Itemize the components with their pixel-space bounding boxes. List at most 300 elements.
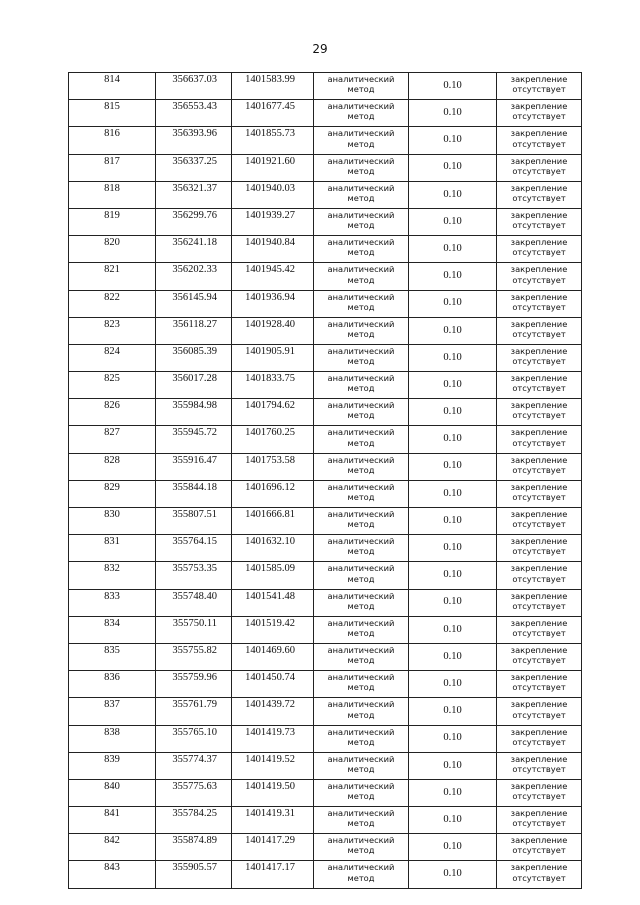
point-number-cell: 838	[69, 725, 156, 752]
fixing-line-1: закрепление	[510, 808, 568, 819]
method-line-1: аналитический	[327, 808, 395, 819]
point-number-cell: 841	[69, 807, 156, 834]
x-coordinate-cell: 355755.82	[156, 643, 232, 670]
accuracy-cell: 0.10	[409, 317, 497, 344]
table-row	[69, 127, 582, 154]
method-cell	[314, 589, 409, 616]
method-line-2: метод	[347, 247, 375, 258]
table-row	[69, 453, 582, 480]
fixing-line-2: отсутствует	[512, 247, 566, 258]
fixing-line-2: отсутствует	[512, 709, 566, 720]
accuracy-cell: 0.10	[409, 752, 497, 779]
fixing-line-1: закрепление	[510, 237, 568, 248]
fixing-line-1: закрепление	[510, 400, 568, 411]
x-coordinate-cell: 355761.79	[156, 698, 232, 725]
method-line-2: метод	[347, 682, 375, 693]
method-line-2: метод	[347, 464, 375, 475]
fixing-line-2: отсутствует	[512, 546, 566, 557]
fixing-line-1: закрепление	[510, 427, 568, 438]
fixing-cell	[497, 807, 582, 834]
method-line-2: метод	[347, 492, 375, 503]
method-line-1: аналитический	[327, 209, 395, 220]
point-number-cell: 839	[69, 752, 156, 779]
method-cell	[314, 372, 409, 399]
method-line-1: аналитический	[327, 536, 395, 547]
method-line-2: метод	[347, 274, 375, 285]
fixing-line-2: отсутствует	[512, 138, 566, 149]
accuracy-cell: 0.10	[409, 399, 497, 426]
fixing-cell	[497, 426, 582, 453]
method-cell	[314, 643, 409, 670]
fixing-line-2: отсутствует	[512, 818, 566, 829]
fixing-line-1: закрепление	[510, 74, 568, 84]
fixing-line-2: отсутствует	[512, 682, 566, 693]
method-cell	[314, 73, 409, 100]
method-cell	[314, 127, 409, 154]
fixing-line-2: отсутствует	[512, 437, 566, 448]
table-row	[69, 508, 582, 535]
method-line-2: метод	[347, 111, 375, 122]
fixing-line-2: отсутствует	[512, 627, 566, 638]
fixing-line-2: отсутствует	[512, 274, 566, 285]
fixing-line-1: закрепление	[510, 862, 568, 873]
x-coordinate-cell: 356118.27	[156, 317, 232, 344]
point-number-cell: 820	[69, 236, 156, 263]
fixing-line-1: закрепление	[510, 780, 568, 791]
method-line-1: аналитический	[327, 318, 395, 329]
method-line-1: аналитический	[327, 128, 395, 139]
accuracy-cell: 0.10	[409, 181, 497, 208]
method-cell	[314, 725, 409, 752]
method-cell	[314, 426, 409, 453]
method-line-2: метод	[347, 383, 375, 394]
fixing-cell	[497, 290, 582, 317]
y-coordinate-cell: 1401940.03	[232, 181, 314, 208]
point-number-cell: 821	[69, 263, 156, 290]
method-line-1: аналитический	[327, 835, 395, 846]
y-coordinate-cell: 1401632.10	[232, 535, 314, 562]
fixing-line-2: отсутствует	[512, 111, 566, 122]
x-coordinate-cell: 355874.89	[156, 834, 232, 861]
accuracy-cell: 0.10	[409, 127, 497, 154]
accuracy-cell: 0.10	[409, 779, 497, 806]
fixing-cell	[497, 372, 582, 399]
fixing-line-2: отсутствует	[512, 763, 566, 774]
accuracy-cell: 0.10	[409, 616, 497, 643]
fixing-line-2: отсутствует	[512, 301, 566, 312]
method-line-1: аналитический	[327, 672, 395, 683]
x-coordinate-cell: 356241.18	[156, 236, 232, 263]
method-line-2: метод	[347, 600, 375, 611]
method-line-2: метод	[347, 709, 375, 720]
method-cell	[314, 236, 409, 263]
x-coordinate-cell: 355984.98	[156, 399, 232, 426]
x-coordinate-cell: 355807.51	[156, 508, 232, 535]
x-coordinate-cell: 356553.43	[156, 100, 232, 127]
method-cell	[314, 181, 409, 208]
table-row	[69, 725, 582, 752]
x-coordinate-cell: 356017.28	[156, 372, 232, 399]
fixing-cell	[497, 589, 582, 616]
fixing-cell	[497, 752, 582, 779]
fixing-cell	[497, 562, 582, 589]
y-coordinate-cell: 1401794.62	[232, 399, 314, 426]
x-coordinate-cell: 356202.33	[156, 263, 232, 290]
fixing-line-1: закрепление	[510, 454, 568, 465]
method-line-1: аналитический	[327, 345, 395, 356]
method-line-2: метод	[347, 138, 375, 149]
method-line-2: метод	[347, 818, 375, 829]
point-number-cell: 842	[69, 834, 156, 861]
x-coordinate-cell: 356393.96	[156, 127, 232, 154]
method-line-2: метод	[347, 437, 375, 448]
x-coordinate-cell: 356637.03	[156, 73, 232, 100]
x-coordinate-cell: 355750.11	[156, 616, 232, 643]
table-row	[69, 671, 582, 698]
method-cell	[314, 154, 409, 181]
fixing-line-1: закрепление	[510, 481, 568, 492]
method-line-1: аналитический	[327, 373, 395, 384]
y-coordinate-cell: 1401541.48	[232, 589, 314, 616]
table-row	[69, 807, 582, 834]
method-cell	[314, 698, 409, 725]
accuracy-cell: 0.10	[409, 480, 497, 507]
fixing-cell	[497, 508, 582, 535]
table-row	[69, 263, 582, 290]
x-coordinate-cell: 356085.39	[156, 344, 232, 371]
fixing-line-2: отсутствует	[512, 192, 566, 203]
table-row	[69, 317, 582, 344]
accuracy-cell: 0.10	[409, 154, 497, 181]
table-row	[69, 73, 582, 100]
method-cell	[314, 508, 409, 535]
fixing-cell	[497, 344, 582, 371]
method-line-2: метод	[347, 192, 375, 203]
table-row	[69, 535, 582, 562]
accuracy-cell: 0.10	[409, 562, 497, 589]
fixing-line-1: закрепление	[510, 563, 568, 574]
table-row	[69, 752, 582, 779]
method-cell	[314, 344, 409, 371]
x-coordinate-cell: 355775.63	[156, 779, 232, 806]
y-coordinate-cell: 1401921.60	[232, 154, 314, 181]
fixing-cell	[497, 154, 582, 181]
method-line-2: метод	[347, 328, 375, 339]
method-cell	[314, 535, 409, 562]
coordinates-table-body	[69, 73, 582, 889]
point-number-cell: 843	[69, 861, 156, 888]
y-coordinate-cell: 1401696.12	[232, 480, 314, 507]
point-number-cell: 830	[69, 508, 156, 535]
fixing-line-1: закрепление	[510, 672, 568, 683]
table-row	[69, 181, 582, 208]
fixing-line-2: отсутствует	[512, 600, 566, 611]
point-number-cell: 818	[69, 181, 156, 208]
fixing-cell	[497, 861, 582, 888]
method-line-2: метод	[347, 84, 375, 95]
point-number-cell: 827	[69, 426, 156, 453]
x-coordinate-cell: 355905.57	[156, 861, 232, 888]
method-cell	[314, 562, 409, 589]
y-coordinate-cell: 1401753.58	[232, 453, 314, 480]
fixing-line-1: закрепление	[510, 536, 568, 547]
table-row	[69, 861, 582, 888]
method-line-2: метод	[347, 356, 375, 367]
fixing-line-2: отсутствует	[512, 492, 566, 503]
fixing-line-2: отсутствует	[512, 464, 566, 475]
accuracy-cell: 0.10	[409, 698, 497, 725]
table-row	[69, 779, 582, 806]
method-cell	[314, 100, 409, 127]
y-coordinate-cell: 1401945.42	[232, 263, 314, 290]
fixing-line-2: отсутствует	[512, 655, 566, 666]
y-coordinate-cell: 1401928.40	[232, 317, 314, 344]
fixing-line-2: отсутствует	[512, 356, 566, 367]
fixing-cell	[497, 263, 582, 290]
y-coordinate-cell: 1401585.09	[232, 562, 314, 589]
accuracy-cell: 0.10	[409, 73, 497, 100]
method-line-2: метод	[347, 845, 375, 856]
method-line-1: аналитический	[327, 101, 395, 112]
fixing-cell	[497, 643, 582, 670]
x-coordinate-cell: 355916.47	[156, 453, 232, 480]
fixing-line-2: отсутствует	[512, 736, 566, 747]
table-row	[69, 372, 582, 399]
method-line-1: аналитический	[327, 753, 395, 764]
fixing-line-2: отсутствует	[512, 519, 566, 530]
point-number-cell: 824	[69, 344, 156, 371]
fixing-cell	[497, 698, 582, 725]
method-line-1: аналитический	[327, 264, 395, 275]
fixing-line-1: закрепление	[510, 291, 568, 302]
fixing-line-1: закрепление	[510, 835, 568, 846]
point-number-cell: 826	[69, 399, 156, 426]
method-line-1: аналитический	[327, 454, 395, 465]
point-number-cell: 840	[69, 779, 156, 806]
method-line-1: аналитический	[327, 699, 395, 710]
point-number-cell: 837	[69, 698, 156, 725]
fixing-line-1: закрепление	[510, 509, 568, 519]
y-coordinate-cell: 1401519.42	[232, 616, 314, 643]
fixing-line-2: отсутствует	[512, 573, 566, 584]
method-line-2: метод	[347, 410, 375, 421]
fixing-cell	[497, 671, 582, 698]
x-coordinate-cell: 356337.25	[156, 154, 232, 181]
fixing-line-1: закрепление	[510, 209, 568, 220]
point-number-cell: 828	[69, 453, 156, 480]
accuracy-cell: 0.10	[409, 725, 497, 752]
fixing-line-2: отсутствует	[512, 84, 566, 95]
fixing-cell	[497, 834, 582, 861]
fixing-line-2: отсутствует	[512, 220, 566, 231]
fixing-line-1: закрепление	[510, 753, 568, 764]
method-cell	[314, 480, 409, 507]
table-row	[69, 344, 582, 371]
table-row	[69, 154, 582, 181]
method-line-2: метод	[347, 627, 375, 638]
method-cell	[314, 290, 409, 317]
table-row	[69, 208, 582, 235]
method-line-2: метод	[347, 655, 375, 666]
method-line-1: аналитический	[327, 155, 395, 166]
fixing-line-2: отсутствует	[512, 845, 566, 856]
point-number-cell: 822	[69, 290, 156, 317]
fixing-line-1: закрепление	[510, 644, 568, 655]
fixing-line-1: закрепление	[510, 373, 568, 384]
point-number-cell: 831	[69, 535, 156, 562]
method-cell	[314, 453, 409, 480]
method-line-1: аналитический	[327, 291, 395, 302]
accuracy-cell: 0.10	[409, 290, 497, 317]
y-coordinate-cell: 1401677.45	[232, 100, 314, 127]
point-number-cell: 836	[69, 671, 156, 698]
method-line-2: метод	[347, 301, 375, 312]
point-number-cell: 833	[69, 589, 156, 616]
fixing-cell	[497, 535, 582, 562]
accuracy-cell: 0.10	[409, 372, 497, 399]
accuracy-cell: 0.10	[409, 236, 497, 263]
accuracy-cell: 0.10	[409, 807, 497, 834]
fixing-line-1: закрепление	[510, 318, 568, 329]
fixing-line-2: отсутствует	[512, 791, 566, 802]
fixing-cell	[497, 236, 582, 263]
point-number-cell: 816	[69, 127, 156, 154]
x-coordinate-cell: 355945.72	[156, 426, 232, 453]
accuracy-cell: 0.10	[409, 344, 497, 371]
fixing-line-2: отсутствует	[512, 328, 566, 339]
method-line-2: метод	[347, 791, 375, 802]
method-line-2: метод	[347, 165, 375, 176]
fixing-cell	[497, 100, 582, 127]
x-coordinate-cell: 356145.94	[156, 290, 232, 317]
point-number-cell: 835	[69, 643, 156, 670]
fixing-line-1: закрепление	[510, 155, 568, 166]
method-line-2: метод	[347, 736, 375, 747]
method-cell	[314, 317, 409, 344]
x-coordinate-cell: 355753.35	[156, 562, 232, 589]
method-line-1: аналитический	[327, 780, 395, 791]
y-coordinate-cell: 1401939.27	[232, 208, 314, 235]
method-line-1: аналитический	[327, 400, 395, 411]
accuracy-cell: 0.10	[409, 643, 497, 670]
method-cell	[314, 779, 409, 806]
y-coordinate-cell: 1401450.74	[232, 671, 314, 698]
fixing-line-1: закрепление	[510, 699, 568, 710]
method-line-1: аналитический	[327, 726, 395, 737]
method-line-1: аналитический	[327, 617, 395, 628]
method-line-1: аналитический	[327, 427, 395, 438]
method-line-2: метод	[347, 546, 375, 557]
method-line-1: аналитический	[327, 590, 395, 601]
x-coordinate-cell: 356321.37	[156, 181, 232, 208]
accuracy-cell: 0.10	[409, 535, 497, 562]
y-coordinate-cell: 1401936.94	[232, 290, 314, 317]
accuracy-cell: 0.10	[409, 426, 497, 453]
table-row	[69, 236, 582, 263]
table-row	[69, 834, 582, 861]
fixing-line-1: закрепление	[510, 101, 568, 112]
y-coordinate-cell: 1401419.73	[232, 725, 314, 752]
point-number-cell: 823	[69, 317, 156, 344]
fixing-line-2: отсутствует	[512, 410, 566, 421]
method-line-1: аналитический	[327, 862, 395, 873]
y-coordinate-cell: 1401419.31	[232, 807, 314, 834]
fixing-cell	[497, 779, 582, 806]
table-row	[69, 589, 582, 616]
table-row	[69, 480, 582, 507]
y-coordinate-cell: 1401469.60	[232, 643, 314, 670]
y-coordinate-cell: 1401439.72	[232, 698, 314, 725]
accuracy-cell: 0.10	[409, 263, 497, 290]
y-coordinate-cell: 1401905.91	[232, 344, 314, 371]
point-number-cell: 817	[69, 154, 156, 181]
fixing-line-1: закрепление	[510, 617, 568, 628]
y-coordinate-cell: 1401417.29	[232, 834, 314, 861]
accuracy-cell: 0.10	[409, 508, 497, 535]
fixing-cell	[497, 453, 582, 480]
y-coordinate-cell: 1401417.17	[232, 861, 314, 888]
accuracy-cell: 0.10	[409, 671, 497, 698]
x-coordinate-cell: 355759.96	[156, 671, 232, 698]
point-number-cell: 825	[69, 372, 156, 399]
point-number-cell: 832	[69, 562, 156, 589]
method-cell	[314, 807, 409, 834]
method-line-2: метод	[347, 220, 375, 231]
fixing-line-2: отсутствует	[512, 872, 566, 883]
accuracy-cell: 0.10	[409, 453, 497, 480]
fixing-line-1: закрепление	[510, 182, 568, 193]
x-coordinate-cell: 355774.37	[156, 752, 232, 779]
fixing-cell	[497, 181, 582, 208]
fixing-line-1: закрепление	[510, 726, 568, 737]
x-coordinate-cell: 355844.18	[156, 480, 232, 507]
method-line-2: метод	[347, 872, 375, 883]
accuracy-cell: 0.10	[409, 100, 497, 127]
method-cell	[314, 208, 409, 235]
method-line-2: метод	[347, 573, 375, 584]
x-coordinate-cell: 355764.15	[156, 535, 232, 562]
y-coordinate-cell: 1401419.52	[232, 752, 314, 779]
y-coordinate-cell: 1401760.25	[232, 426, 314, 453]
x-coordinate-cell: 356299.76	[156, 208, 232, 235]
table-row	[69, 562, 582, 589]
y-coordinate-cell: 1401833.75	[232, 372, 314, 399]
fixing-line-1: закрепление	[510, 128, 568, 139]
method-line-2: метод	[347, 519, 375, 530]
fixing-line-2: отсутствует	[512, 165, 566, 176]
method-cell	[314, 834, 409, 861]
method-line-1: аналитический	[327, 644, 395, 655]
fixing-cell	[497, 127, 582, 154]
accuracy-cell: 0.10	[409, 861, 497, 888]
method-cell	[314, 671, 409, 698]
method-line-1: аналитический	[327, 182, 395, 193]
method-cell	[314, 861, 409, 888]
point-number-cell: 829	[69, 480, 156, 507]
fixing-cell	[497, 399, 582, 426]
fixing-cell	[497, 73, 582, 100]
accuracy-cell: 0.10	[409, 589, 497, 616]
y-coordinate-cell: 1401940.84	[232, 236, 314, 263]
method-cell	[314, 616, 409, 643]
point-number-cell: 815	[69, 100, 156, 127]
y-coordinate-cell: 1401855.73	[232, 127, 314, 154]
fixing-line-2: отсутствует	[512, 383, 566, 394]
table-row	[69, 290, 582, 317]
fixing-line-1: закрепление	[510, 590, 568, 601]
y-coordinate-cell: 1401583.99	[232, 73, 314, 100]
fixing-cell	[497, 616, 582, 643]
